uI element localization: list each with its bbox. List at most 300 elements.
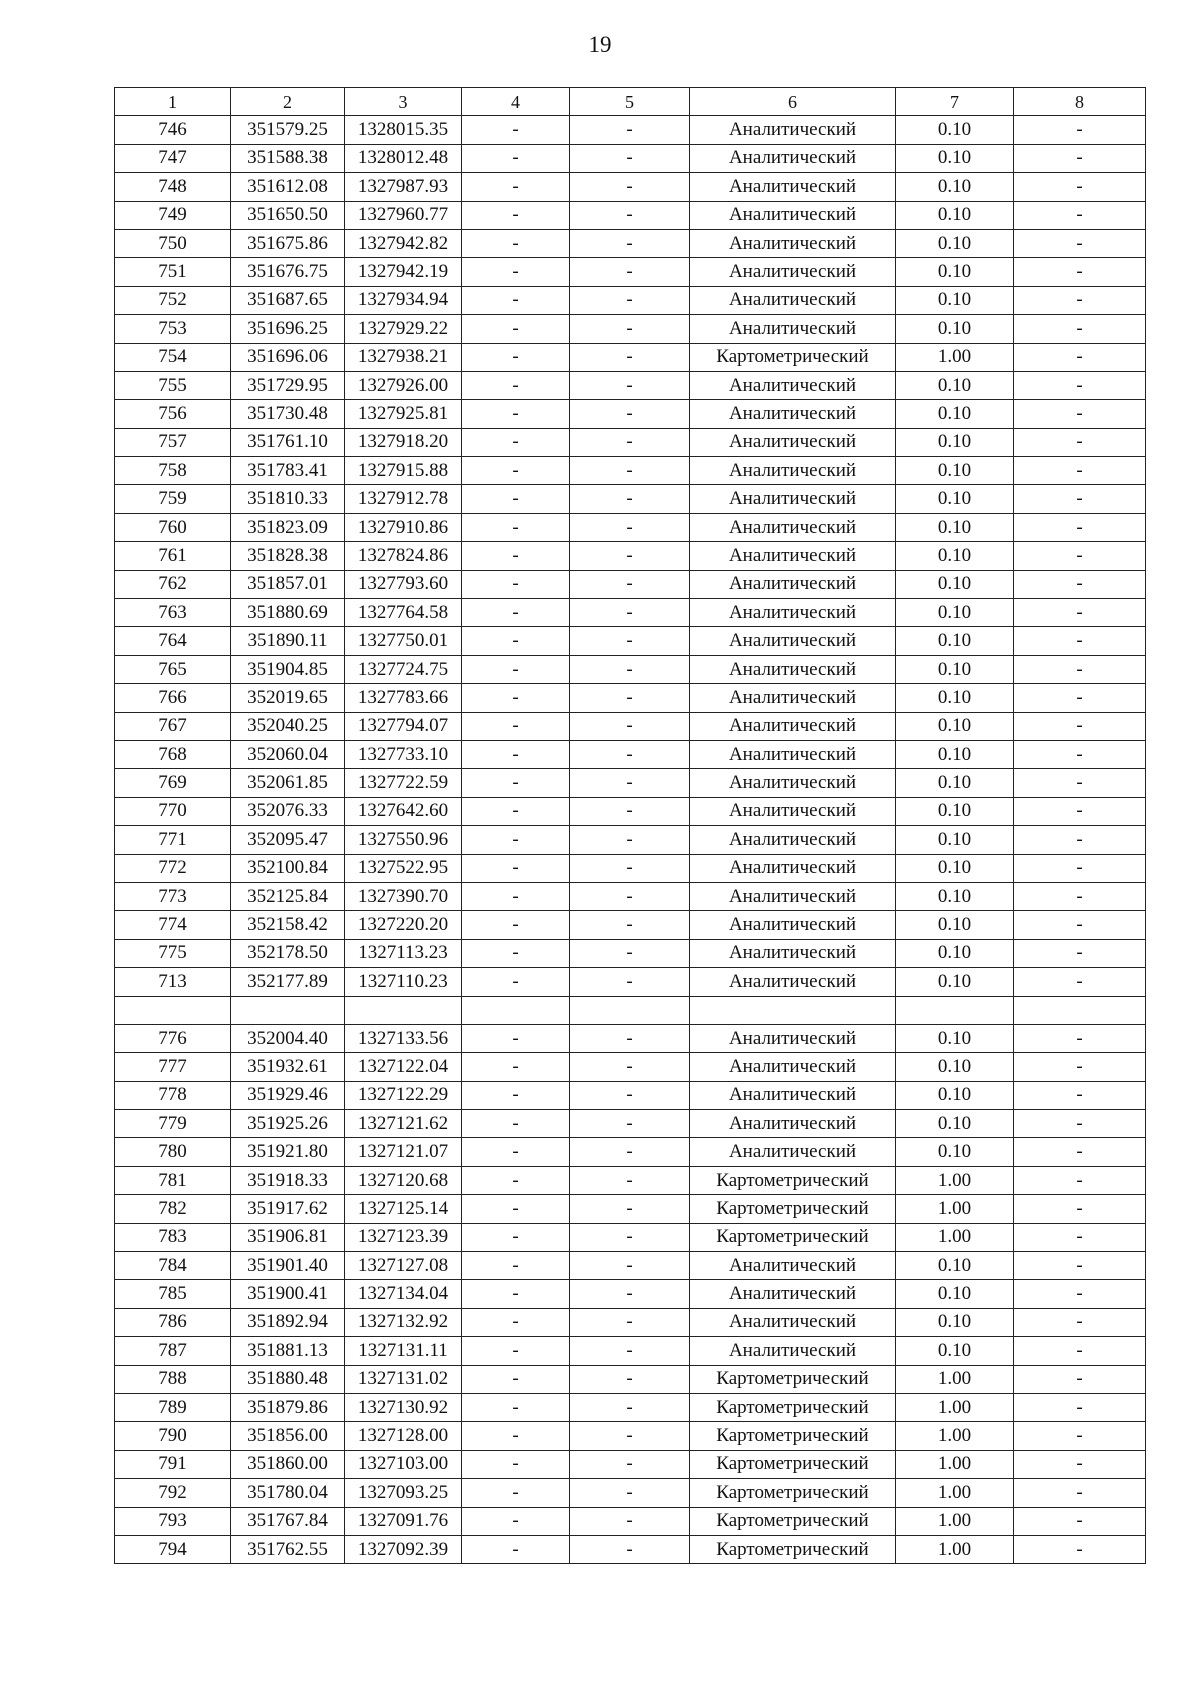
accuracy: 0.10 (896, 144, 1014, 172)
x-coordinate: 351857.01 (231, 570, 345, 598)
column-5-value: - (570, 570, 690, 598)
x-coordinate: 352125.84 (231, 882, 345, 910)
column-4-value: - (462, 542, 570, 570)
accuracy: 1.00 (896, 1393, 1014, 1421)
column-5-value (570, 996, 690, 1024)
accuracy: 1.00 (896, 1535, 1014, 1563)
point-number: 757 (115, 428, 231, 456)
column-8-value: - (1014, 1365, 1146, 1393)
method: Картометрический (690, 1479, 896, 1507)
column-4-value: - (462, 485, 570, 513)
column-8-value: - (1014, 343, 1146, 371)
column-8-value: - (1014, 258, 1146, 286)
column-4-value: - (462, 315, 570, 343)
x-coordinate: 351650.50 (231, 201, 345, 229)
accuracy: 0.10 (896, 371, 1014, 399)
method: Аналитический (690, 769, 896, 797)
x-coordinate: 352177.89 (231, 968, 345, 996)
table-row (115, 1365, 1146, 1393)
table-row (115, 740, 1146, 768)
point-number: 765 (115, 655, 231, 683)
column-4-value: - (462, 854, 570, 882)
column-8-value: - (1014, 400, 1146, 428)
point-number: 755 (115, 371, 231, 399)
column-5-value: - (570, 712, 690, 740)
column-8-value: - (1014, 1393, 1146, 1421)
column-4-value (462, 996, 570, 1024)
column-8-value: - (1014, 201, 1146, 229)
method: Картометрический (690, 1195, 896, 1223)
accuracy: 0.10 (896, 769, 1014, 797)
table-row (115, 1507, 1146, 1535)
column-5-value: - (570, 1138, 690, 1166)
method: Аналитический (690, 1024, 896, 1052)
column-5-value: - (570, 740, 690, 768)
point-number: 783 (115, 1223, 231, 1251)
x-coordinate: 351925.26 (231, 1110, 345, 1138)
method: Картометрический (690, 1166, 896, 1194)
column-5-value: - (570, 1337, 690, 1365)
method: Аналитический (690, 400, 896, 428)
column-5-value: - (570, 428, 690, 456)
accuracy: 0.10 (896, 258, 1014, 286)
point-number: 775 (115, 939, 231, 967)
accuracy (896, 996, 1014, 1024)
method (690, 996, 896, 1024)
table-row (115, 485, 1146, 513)
point-number: 751 (115, 258, 231, 286)
accuracy: 0.10 (896, 428, 1014, 456)
table-row (115, 826, 1146, 854)
x-coordinate: 351918.33 (231, 1166, 345, 1194)
y-coordinate: 1327794.07 (345, 712, 462, 740)
point-number: 759 (115, 485, 231, 513)
column-header: 5 (570, 88, 690, 116)
column-5-value: - (570, 1393, 690, 1421)
column-5-value: - (570, 1422, 690, 1450)
point-number: 788 (115, 1365, 231, 1393)
column-5-value: - (570, 343, 690, 371)
column-8-value: - (1014, 570, 1146, 598)
accuracy: 0.10 (896, 627, 1014, 655)
method: Аналитический (690, 513, 896, 541)
column-8-value: - (1014, 229, 1146, 257)
table-row (115, 1479, 1146, 1507)
column-4-value: - (462, 229, 570, 257)
y-coordinate: 1327123.39 (345, 1223, 462, 1251)
coordinates-table (114, 87, 1146, 1564)
column-8-value: - (1014, 1024, 1146, 1052)
accuracy: 0.10 (896, 655, 1014, 683)
column-4-value: - (462, 116, 570, 144)
column-4-value: - (462, 1053, 570, 1081)
method: Аналитический (690, 1138, 896, 1166)
y-coordinate: 1327750.01 (345, 627, 462, 655)
method: Аналитический (690, 740, 896, 768)
column-4-value: - (462, 1365, 570, 1393)
column-4-value: - (462, 712, 570, 740)
y-coordinate: 1327733.10 (345, 740, 462, 768)
table-row (115, 769, 1146, 797)
method: Аналитический (690, 826, 896, 854)
accuracy: 1.00 (896, 1422, 1014, 1450)
method: Аналитический (690, 201, 896, 229)
column-5-value: - (570, 1053, 690, 1081)
accuracy: 0.10 (896, 173, 1014, 201)
x-coordinate: 351856.00 (231, 1422, 345, 1450)
accuracy: 1.00 (896, 343, 1014, 371)
accuracy: 0.10 (896, 599, 1014, 627)
column-5-value: - (570, 769, 690, 797)
column-header: 4 (462, 88, 570, 116)
x-coordinate: 351696.25 (231, 315, 345, 343)
x-coordinate: 351892.94 (231, 1308, 345, 1336)
x-coordinate: 351904.85 (231, 655, 345, 683)
table-row (115, 457, 1146, 485)
x-coordinate: 351767.84 (231, 1507, 345, 1535)
point-number: 748 (115, 173, 231, 201)
column-header: 8 (1014, 88, 1146, 116)
x-coordinate: 352100.84 (231, 854, 345, 882)
column-4-value: - (462, 1223, 570, 1251)
y-coordinate: 1327132.92 (345, 1308, 462, 1336)
column-4-value: - (462, 570, 570, 598)
method: Аналитический (690, 1110, 896, 1138)
column-5-value: - (570, 1252, 690, 1280)
y-coordinate: 1327929.22 (345, 315, 462, 343)
method: Аналитический (690, 627, 896, 655)
accuracy: 0.10 (896, 882, 1014, 910)
table-row (115, 1166, 1146, 1194)
column-4-value: - (462, 655, 570, 683)
column-8-value: - (1014, 1166, 1146, 1194)
point-number: 746 (115, 116, 231, 144)
point-number: 713 (115, 968, 231, 996)
table-row (115, 655, 1146, 683)
column-8-value: - (1014, 1308, 1146, 1336)
method: Картометрический (690, 1223, 896, 1251)
method: Аналитический (690, 1053, 896, 1081)
method: Аналитический (690, 1308, 896, 1336)
column-header: 1 (115, 88, 231, 116)
column-5-value: - (570, 1024, 690, 1052)
method: Аналитический (690, 570, 896, 598)
method: Аналитический (690, 144, 896, 172)
accuracy: 0.10 (896, 457, 1014, 485)
column-4-value: - (462, 343, 570, 371)
accuracy: 0.10 (896, 712, 1014, 740)
x-coordinate: 351906.81 (231, 1223, 345, 1251)
column-5-value: - (570, 485, 690, 513)
column-4-value: - (462, 1081, 570, 1109)
column-4-value: - (462, 258, 570, 286)
table-row (115, 144, 1146, 172)
column-4-value: - (462, 1308, 570, 1336)
column-5-value: - (570, 513, 690, 541)
column-8-value: - (1014, 1053, 1146, 1081)
x-coordinate: 351780.04 (231, 1479, 345, 1507)
column-5-value: - (570, 315, 690, 343)
y-coordinate: 1327134.04 (345, 1280, 462, 1308)
point-number: 747 (115, 144, 231, 172)
x-coordinate: 352158.42 (231, 911, 345, 939)
y-coordinate: 1327942.19 (345, 258, 462, 286)
method: Аналитический (690, 655, 896, 683)
column-8-value: - (1014, 428, 1146, 456)
y-coordinate: 1327120.68 (345, 1166, 462, 1194)
point-number: 750 (115, 229, 231, 257)
method: Картометрический (690, 1450, 896, 1478)
table-row (115, 400, 1146, 428)
column-header: 6 (690, 88, 896, 116)
y-coordinate: 1327724.75 (345, 655, 462, 683)
x-coordinate: 351823.09 (231, 513, 345, 541)
y-coordinate: 1328015.35 (345, 116, 462, 144)
table-row (115, 684, 1146, 712)
point-number: 770 (115, 797, 231, 825)
table-row (115, 1393, 1146, 1421)
y-coordinate: 1327960.77 (345, 201, 462, 229)
accuracy: 1.00 (896, 1507, 1014, 1535)
y-coordinate: 1327793.60 (345, 570, 462, 598)
y-coordinate: 1327131.02 (345, 1365, 462, 1393)
x-coordinate: 351810.33 (231, 485, 345, 513)
x-coordinate (231, 996, 345, 1024)
table-row (115, 258, 1146, 286)
accuracy: 0.10 (896, 740, 1014, 768)
x-coordinate: 352076.33 (231, 797, 345, 825)
column-8-value: - (1014, 712, 1146, 740)
x-coordinate: 351687.65 (231, 286, 345, 314)
column-4-value: - (462, 740, 570, 768)
y-coordinate: 1327131.11 (345, 1337, 462, 1365)
y-coordinate: 1327938.21 (345, 343, 462, 371)
column-5-value: - (570, 542, 690, 570)
x-coordinate: 351879.86 (231, 1393, 345, 1421)
table-row (115, 371, 1146, 399)
x-coordinate: 351900.41 (231, 1280, 345, 1308)
point-number: 767 (115, 712, 231, 740)
x-coordinate: 351917.62 (231, 1195, 345, 1223)
y-coordinate: 1327128.00 (345, 1422, 462, 1450)
point-number: 793 (115, 1507, 231, 1535)
column-8-value: - (1014, 1507, 1146, 1535)
column-5-value: - (570, 1223, 690, 1251)
x-coordinate: 351921.80 (231, 1138, 345, 1166)
point-number (115, 996, 231, 1024)
column-8-value: - (1014, 513, 1146, 541)
accuracy: 0.10 (896, 1138, 1014, 1166)
point-number: 777 (115, 1053, 231, 1081)
column-5-value: - (570, 144, 690, 172)
method: Аналитический (690, 882, 896, 910)
y-coordinate: 1327783.66 (345, 684, 462, 712)
accuracy: 0.10 (896, 485, 1014, 513)
x-coordinate: 352095.47 (231, 826, 345, 854)
point-number: 790 (115, 1422, 231, 1450)
x-coordinate: 351901.40 (231, 1252, 345, 1280)
column-4-value: - (462, 826, 570, 854)
y-coordinate: 1327925.81 (345, 400, 462, 428)
column-4-value: - (462, 1450, 570, 1478)
column-5-value: - (570, 1280, 690, 1308)
method: Аналитический (690, 116, 896, 144)
method: Аналитический (690, 485, 896, 513)
y-coordinate: 1327127.08 (345, 1252, 462, 1280)
column-5-value: - (570, 400, 690, 428)
column-5-value: - (570, 173, 690, 201)
column-4-value: - (462, 428, 570, 456)
column-4-value: - (462, 1507, 570, 1535)
method: Аналитический (690, 1280, 896, 1308)
point-number: 753 (115, 315, 231, 343)
point-number: 769 (115, 769, 231, 797)
column-8-value: - (1014, 371, 1146, 399)
accuracy: 0.10 (896, 854, 1014, 882)
column-8-value: - (1014, 968, 1146, 996)
column-5-value: - (570, 229, 690, 257)
table-row (115, 712, 1146, 740)
x-coordinate: 351890.11 (231, 627, 345, 655)
accuracy: 0.10 (896, 911, 1014, 939)
column-4-value: - (462, 1252, 570, 1280)
accuracy: 1.00 (896, 1166, 1014, 1194)
accuracy: 0.10 (896, 1081, 1014, 1109)
table-row (115, 1081, 1146, 1109)
method: Аналитический (690, 911, 896, 939)
method: Аналитический (690, 258, 896, 286)
accuracy: 1.00 (896, 1479, 1014, 1507)
column-5-value: - (570, 1450, 690, 1478)
x-coordinate: 351880.69 (231, 599, 345, 627)
y-coordinate: 1327110.23 (345, 968, 462, 996)
point-number: 786 (115, 1308, 231, 1336)
column-8-value: - (1014, 1422, 1146, 1450)
column-5-value: - (570, 286, 690, 314)
column-8-value: - (1014, 1223, 1146, 1251)
point-number: 778 (115, 1081, 231, 1109)
column-header: 3 (345, 88, 462, 116)
y-coordinate: 1327220.20 (345, 911, 462, 939)
column-5-value: - (570, 1081, 690, 1109)
column-8-value: - (1014, 939, 1146, 967)
y-coordinate: 1327934.94 (345, 286, 462, 314)
x-coordinate: 352178.50 (231, 939, 345, 967)
method: Аналитический (690, 968, 896, 996)
column-4-value: - (462, 1138, 570, 1166)
accuracy: 0.10 (896, 1053, 1014, 1081)
y-coordinate: 1327642.60 (345, 797, 462, 825)
point-number: 754 (115, 343, 231, 371)
column-5-value: - (570, 201, 690, 229)
table-row (115, 1450, 1146, 1478)
y-coordinate: 1327092.39 (345, 1535, 462, 1563)
x-coordinate: 351929.46 (231, 1081, 345, 1109)
column-8-value: - (1014, 1138, 1146, 1166)
accuracy: 0.10 (896, 570, 1014, 598)
column-4-value: - (462, 173, 570, 201)
x-coordinate: 351783.41 (231, 457, 345, 485)
column-4-value: - (462, 371, 570, 399)
column-8-value: - (1014, 684, 1146, 712)
point-number: 763 (115, 599, 231, 627)
table-row (115, 1280, 1146, 1308)
y-coordinate: 1327103.00 (345, 1450, 462, 1478)
column-8-value: - (1014, 655, 1146, 683)
y-coordinate: 1327910.86 (345, 513, 462, 541)
accuracy: 0.10 (896, 1280, 1014, 1308)
method: Аналитический (690, 1081, 896, 1109)
column-4-value: - (462, 1195, 570, 1223)
point-number: 785 (115, 1280, 231, 1308)
column-4-value: - (462, 627, 570, 655)
point-number: 758 (115, 457, 231, 485)
point-number: 764 (115, 627, 231, 655)
x-coordinate: 352019.65 (231, 684, 345, 712)
point-number: 792 (115, 1479, 231, 1507)
x-coordinate: 351675.86 (231, 229, 345, 257)
accuracy: 0.10 (896, 400, 1014, 428)
column-5-value: - (570, 911, 690, 939)
table-row (115, 1252, 1146, 1280)
method: Аналитический (690, 797, 896, 825)
table-row (115, 229, 1146, 257)
x-coordinate: 351761.10 (231, 428, 345, 456)
column-5-value: - (570, 258, 690, 286)
method: Аналитический (690, 684, 896, 712)
method: Аналитический (690, 428, 896, 456)
column-8-value: - (1014, 315, 1146, 343)
table-row (115, 1308, 1146, 1336)
accuracy: 0.10 (896, 1024, 1014, 1052)
table-row (115, 797, 1146, 825)
method: Аналитический (690, 457, 896, 485)
x-coordinate: 351612.08 (231, 173, 345, 201)
point-number: 772 (115, 854, 231, 882)
column-4-value: - (462, 599, 570, 627)
column-8-value: - (1014, 485, 1146, 513)
column-4-value: - (462, 968, 570, 996)
method: Аналитический (690, 286, 896, 314)
point-number: 781 (115, 1166, 231, 1194)
column-8-value: - (1014, 627, 1146, 655)
column-8-value: - (1014, 826, 1146, 854)
column-8-value (1014, 996, 1146, 1024)
column-4-value: - (462, 1280, 570, 1308)
point-number: 760 (115, 513, 231, 541)
accuracy: 0.10 (896, 797, 1014, 825)
column-8-value: - (1014, 144, 1146, 172)
x-coordinate: 351579.25 (231, 116, 345, 144)
table-row (115, 854, 1146, 882)
column-8-value: - (1014, 116, 1146, 144)
y-coordinate: 1327121.07 (345, 1138, 462, 1166)
column-4-value: - (462, 400, 570, 428)
point-number: 752 (115, 286, 231, 314)
point-number: 776 (115, 1024, 231, 1052)
method: Картометрический (690, 343, 896, 371)
column-8-value: - (1014, 173, 1146, 201)
x-coordinate: 351588.38 (231, 144, 345, 172)
y-coordinate (345, 996, 462, 1024)
accuracy: 0.10 (896, 968, 1014, 996)
point-number: 749 (115, 201, 231, 229)
point-number: 773 (115, 882, 231, 910)
table-row (115, 286, 1146, 314)
accuracy: 0.10 (896, 939, 1014, 967)
table-row (115, 201, 1146, 229)
accuracy: 1.00 (896, 1365, 1014, 1393)
